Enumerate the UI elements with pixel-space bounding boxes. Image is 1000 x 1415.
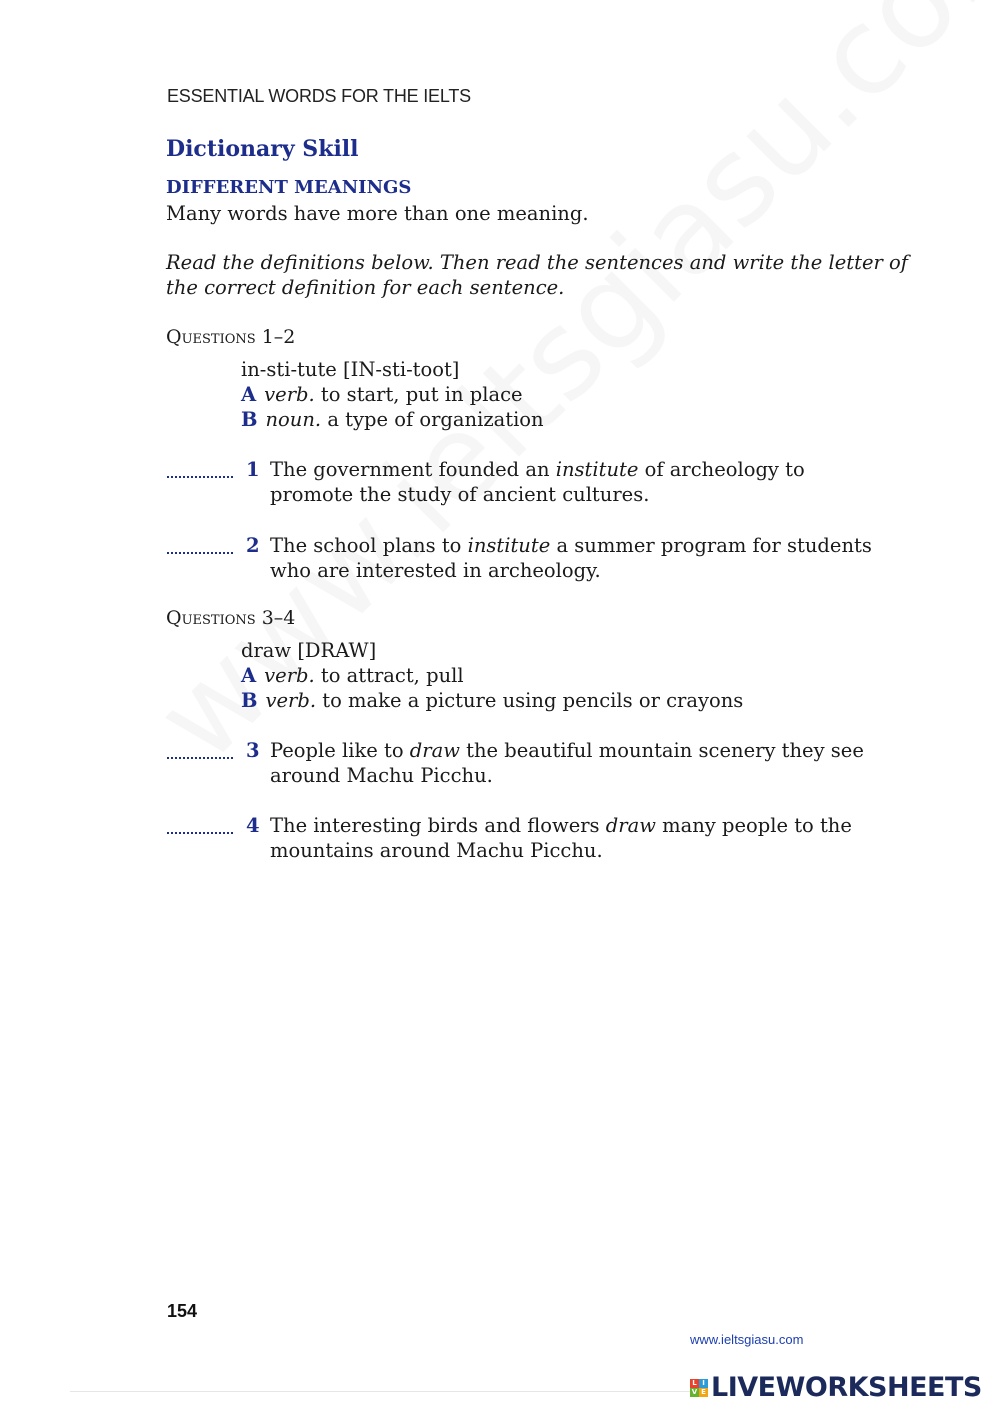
section-title: Dictionary Skill [166,136,359,162]
dictionary-entry: draw [DRAW] [241,639,377,662]
site-url[interactable]: www.ieltsgiasu.com [690,1332,804,1347]
definition-text: a type of organization [327,408,544,431]
logo-cell-e: E [699,1388,708,1397]
definition-a [241,663,464,688]
question-3-text: People like to draw the beautiful mountain scenery they see around Machu Picchu. [270,739,864,787]
question-number: 3 [246,739,260,762]
definition-letter: B [241,408,258,431]
liveworksheets-logo-icon [690,1379,708,1397]
target-word: draw [409,739,460,762]
running-header: ESSENTIAL WORDS FOR THE IELTS [167,86,471,106]
logo-cell-i: I [699,1379,708,1388]
target-word: institute [467,534,551,557]
instructions: Read the definitions below. Then read the sentences and write the letter of the correct definition for each sentence. [166,251,908,299]
part-of-speech: verb. [265,689,317,712]
question-number: 4 [246,814,260,837]
logo-cell-v: V [691,1387,698,1396]
answer-blank-2[interactable] [167,532,233,554]
definition-text: to start, put in place [320,383,523,406]
target-word: institute [555,458,639,481]
definition-letter: A [241,664,257,687]
brand-logo [690,1372,982,1403]
definition-a [241,382,523,407]
part-of-speech: verb. [264,383,315,406]
question-number: 2 [246,534,260,557]
definition-letter: A [241,383,257,406]
divider [70,1391,690,1392]
definition-text: to make a picture using pencils or crayons [322,689,744,712]
dictionary-entry: in-sti-tute [IN-sti-toot] [241,358,460,381]
question-2-text: The school plans to institute a summer program for students who are interested in archeology. [270,534,872,582]
page-number: 154 [167,1301,198,1321]
definition-b [241,688,743,713]
intro-text: Many words have more than one meaning. [166,202,589,225]
question-4-text: The interesting birds and flowers draw many people to the mountains around Machu Picchu. [270,814,852,862]
answer-blank-4[interactable] [167,812,233,834]
target-word: draw [605,814,656,837]
definition-letter: B [241,689,258,712]
question-number: 1 [246,458,260,481]
subheading: DIFFERENT MEANINGS [166,177,412,198]
answer-blank-1[interactable] [167,456,233,478]
logo-cell-l: L [690,1379,699,1388]
definition-text: to attract, pull [320,664,464,687]
brand-name: LIVEWORKSHEETS [711,1372,982,1403]
part-of-speech: noun. [265,408,322,431]
group-heading: Questions 1–2 [166,326,296,348]
answer-blank-3[interactable] [167,737,233,759]
group-heading: Questions 3–4 [166,607,296,629]
definition-b [241,407,544,432]
question-1-text: The government founded an institute of archeology to promote the study of ancient cultures. [270,458,805,506]
part-of-speech: verb. [264,664,315,687]
